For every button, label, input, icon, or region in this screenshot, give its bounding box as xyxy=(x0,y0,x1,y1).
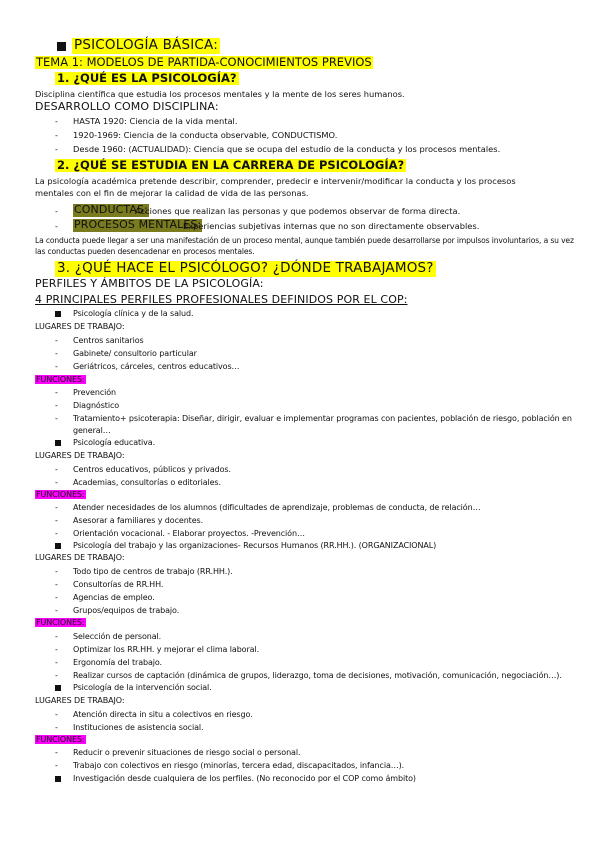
conductas-text: Acciones que realizan las personas y que podemos observar de forma directa. xyxy=(135,206,461,216)
dash-marker: - xyxy=(55,723,58,732)
dash-marker: - xyxy=(55,478,58,487)
dash-marker: - xyxy=(55,606,58,615)
dash-marker: - xyxy=(55,131,58,140)
q1-definition: Disciplina científica que estudia los procesos mentales y la mente de los seres humanos. xyxy=(35,89,405,99)
q1-heading: 1. ¿QUÉ ES LA PSICOLOGÍA? xyxy=(57,71,237,85)
lugares-label: LUGARES DE TRABAJO: xyxy=(35,696,125,705)
dash-marker: - xyxy=(55,117,58,126)
dash-marker: - xyxy=(55,658,58,667)
funcion-item: Atender necesidades de los alumnos (dificultades de aprendizaje, problemas de conducta, de relación… xyxy=(73,503,481,512)
funcion-item: Diagnóstico xyxy=(73,401,120,410)
dash-marker: - xyxy=(55,580,58,589)
dash-marker: - xyxy=(55,567,58,576)
doc-title: PSICOLOGÍA BÁSICA: xyxy=(74,37,218,53)
dash-marker: - xyxy=(55,401,58,410)
perfil-name: Psicología de la intervención social. xyxy=(73,683,212,692)
dash-marker: - xyxy=(55,671,58,680)
desarrollo-item: 1920-1969: Ciencia de la conducta observable, CONDUCTISMO. xyxy=(73,130,338,140)
dash-marker: - xyxy=(55,414,58,423)
dash-marker: - xyxy=(55,748,58,757)
q2-note-line: La conducta puede llegar a ser una manifestación de un proceso mental, aunque también puede desarrollarse por impulsos involuntarios, a su vez xyxy=(35,236,574,245)
procesos-text: Experiencias subjetivas internas que no son directamente observables. xyxy=(183,221,480,231)
q2-paragraph-line: La psicología académica pretende describir, comprender, predecir e intervenir/modificar la conducta y los procesos xyxy=(35,176,516,186)
tema-heading: TEMA 1: MODELOS DE PARTIDA-CONOCIMIENTOS PREVIOS xyxy=(36,55,372,69)
procesos-label: PROCESOS MENTALES: xyxy=(74,218,202,231)
funcion-item: Orientación vocacional. - Elaborar proyectos. -Prevención… xyxy=(73,529,305,538)
cuatro-perfiles-heading: 4 PRINCIPALES PERFILES PROFESIONALES DEFINIDOS POR EL COP: xyxy=(35,293,408,306)
funcion-item-continuation: general… xyxy=(73,426,111,435)
lugar-item: Centros sanitarios xyxy=(73,336,144,345)
bullet-square-icon xyxy=(55,543,61,549)
desarrollo-item: HASTA 1920: Ciencia de la vida mental. xyxy=(73,116,238,126)
bullet-square-icon xyxy=(55,685,61,691)
funcion-item: Prevención xyxy=(73,388,117,397)
desarrollo-heading: DESARROLLO COMO DISCIPLINA: xyxy=(35,100,219,113)
dash-marker: - xyxy=(55,710,58,719)
funcion-item: Asesorar a familiares y docentes. xyxy=(73,516,204,525)
lugar-item: Todo tipo de centros de trabajo (RR.HH.). xyxy=(73,567,233,576)
dash-marker: - xyxy=(55,503,58,512)
dash-marker: - xyxy=(55,632,58,641)
perfil-name: Psicología del trabajo y las organizaciones- Recursos Humanos (RR.HH.). (ORGANIZACIONAL) xyxy=(73,541,437,550)
perfiles-heading: PERFILES Y ÁMBITOS DE LA PSICOLOGÍA: xyxy=(35,277,264,290)
dash-marker: - xyxy=(55,516,58,525)
lugar-item: Grupos/equipos de trabajo. xyxy=(73,606,180,615)
lugar-item: Centros educativos, públicos y privados. xyxy=(73,465,231,474)
dash-marker: - xyxy=(55,388,58,397)
lugar-item: Consultorías de RR.HH. xyxy=(73,580,164,589)
dash-marker: - xyxy=(55,761,58,770)
perfil-name: Psicología educativa. xyxy=(73,438,156,447)
lugar-item: Atención directa in situ a colectivos en riesgo. xyxy=(73,710,253,719)
dash-marker: - xyxy=(55,529,58,538)
funciones-label: FUNCIONES: xyxy=(36,735,85,744)
funciones-label: FUNCIONES: xyxy=(36,375,85,384)
bullet-square-icon xyxy=(55,776,61,782)
funcion-item: Optimizar los RR.HH. y mejorar el clima laboral. xyxy=(73,645,260,654)
dash-marker: - xyxy=(55,349,58,358)
investigacion-note: Investigación desde cualquiera de los perfiles. (No reconocido por el COP como ámbito) xyxy=(73,774,416,783)
funciones-label: FUNCIONES: xyxy=(36,618,85,627)
lugares-label: LUGARES DE TRABAJO: xyxy=(35,553,125,562)
funcion-item: Tratamiento+ psicoterapia: Diseñar, dirigir, evaluar e implementar programas con pacientes, población de riesgo, población en xyxy=(73,414,572,423)
q2-paragraph-line: mentales con el fin de mejorar la calidad de vida de las personas. xyxy=(35,188,309,198)
dash-marker: - xyxy=(55,336,58,345)
funcion-item: Realizar cursos de captación (dinámica de grupos, liderazgo, toma de decisiones, motivación, comunicación, negociación…). xyxy=(73,671,562,680)
dash-marker: - xyxy=(55,207,58,216)
funcion-item: Selección de personal. xyxy=(73,632,162,641)
conductas-label: CONDUCTAS: xyxy=(74,203,148,216)
dash-marker: - xyxy=(55,465,58,474)
lugar-item: Agencias de empleo. xyxy=(73,593,155,602)
dash-marker: - xyxy=(55,645,58,654)
funcion-item: Trabajo con colectivos en riesgo (minorías, tercera edad, discapacitados, infancia…). xyxy=(73,761,405,770)
q2-heading: 2. ¿QUÉ SE ESTUDIA EN LA CARRERA DE PSICOLOGÍA? xyxy=(57,158,405,172)
dash-marker: - xyxy=(55,222,58,231)
dash-marker: - xyxy=(55,362,58,371)
lugar-item: Geriátricos, cárceles, centros educativos… xyxy=(73,362,240,371)
dash-marker: - xyxy=(55,145,58,154)
lugar-item: Instituciones de asistencia social. xyxy=(73,723,204,732)
bullet-square-icon xyxy=(55,440,61,446)
lugares-label: LUGARES DE TRABAJO: xyxy=(35,322,125,331)
bullet-square-icon xyxy=(57,42,66,51)
desarrollo-item: Desde 1960: (ACTUALIDAD): Ciencia que se ocupa del estudio de la conducta y los procesos mentales. xyxy=(73,144,501,154)
lugar-item: Academias, consultorías o editoriales. xyxy=(73,478,221,487)
funciones-label: FUNCIONES: xyxy=(36,490,85,499)
funcion-item: Reducir o prevenir situaciones de riesgo social o personal. xyxy=(73,748,301,757)
perfil-name: Psicología clínica y de la salud. xyxy=(73,309,194,318)
bullet-square-icon xyxy=(55,311,61,317)
lugares-label: LUGARES DE TRABAJO: xyxy=(35,451,125,460)
dash-marker: - xyxy=(55,593,58,602)
q2-note-line: las conductas pueden desencadenar en procesos mentales. xyxy=(35,247,255,256)
lugar-item: Gabinete/ consultorio particular xyxy=(73,349,197,358)
funcion-item: Ergonomía del trabajo. xyxy=(73,658,162,667)
q3-heading: 3. ¿QUÉ HACE EL PSICÓLOGO? ¿DÓNDE TRABAJAMOS? xyxy=(57,260,434,276)
